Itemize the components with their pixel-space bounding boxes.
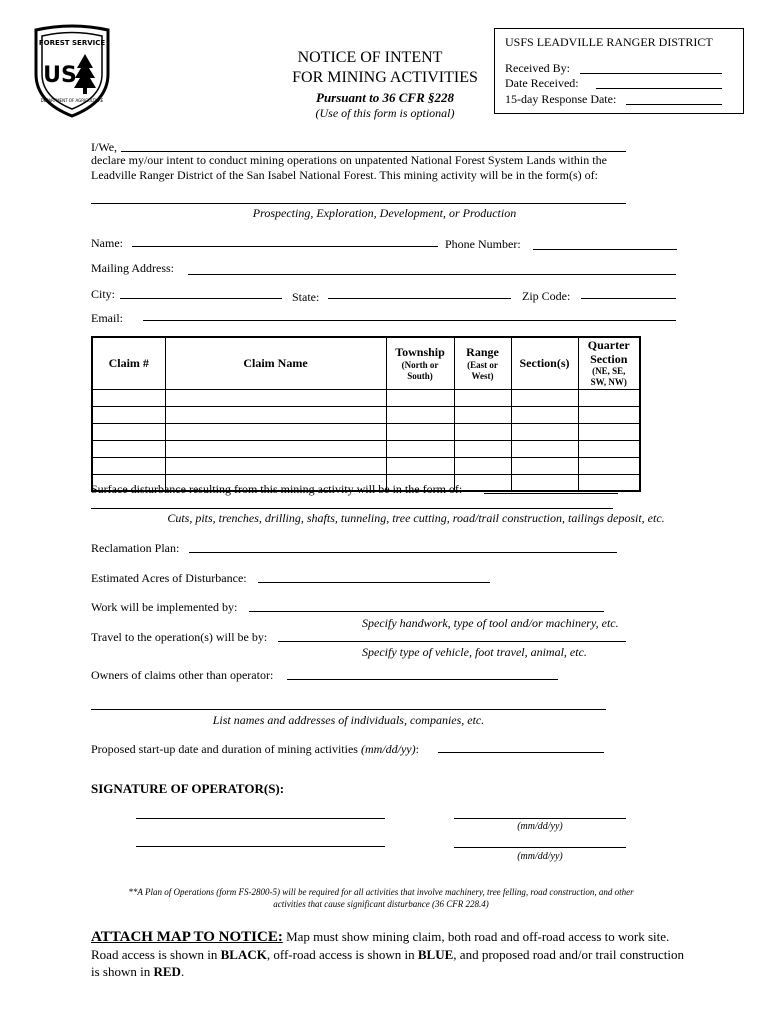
office-box-title: USFS LEADVILLE RANGER DISTRICT bbox=[505, 35, 713, 49]
date-received-field[interactable] bbox=[596, 88, 722, 89]
claim-cell[interactable] bbox=[578, 440, 640, 457]
city-label: City: bbox=[91, 287, 116, 301]
received-by-label: Received By: bbox=[505, 61, 570, 75]
form-optional-note: (Use of this form is optional) bbox=[315, 106, 455, 120]
attach-map-heading: ATTACH MAP TO NOTICE: bbox=[91, 929, 283, 945]
signature-date-field-1[interactable] bbox=[454, 818, 626, 819]
owners-hint: List names and addresses of individuals, companies, etc. bbox=[212, 713, 485, 727]
travel-field[interactable] bbox=[278, 641, 626, 642]
owners-field-1[interactable] bbox=[287, 679, 558, 680]
claim-cell[interactable] bbox=[386, 389, 454, 406]
claims-table-row bbox=[92, 389, 640, 406]
city-field[interactable] bbox=[120, 298, 282, 299]
owners-label: Owners of claims other than operator: bbox=[91, 668, 274, 682]
forest-service-shield-logo bbox=[30, 24, 114, 118]
claim-cell[interactable] bbox=[92, 406, 165, 423]
signature-field-1[interactable] bbox=[136, 818, 385, 819]
footnote-line1: **A Plan of Operations (form FS-2800-5) will be required for all activities that involve machinery, tree felling, road construction, and other bbox=[128, 887, 634, 897]
state-label: State: bbox=[292, 290, 320, 304]
surface-disturbance-label: Surface disturbance resulting from this mining activity will be in the form of: bbox=[91, 482, 463, 496]
activity-forms-hint: Prospecting, Exploration, Development, or Production bbox=[252, 206, 517, 220]
claim-cell[interactable] bbox=[454, 423, 511, 440]
startup-label-text: Proposed start-up date and duration of mining activities bbox=[91, 742, 358, 756]
claim-cell[interactable] bbox=[386, 440, 454, 457]
claim-cell[interactable] bbox=[511, 389, 578, 406]
signature-title: SIGNATURE OF OPERATOR(S): bbox=[91, 781, 285, 796]
name-field[interactable] bbox=[132, 246, 438, 247]
travel-hint: Specify type of vehicle, foot travel, animal, etc. bbox=[362, 645, 587, 659]
work-implemented-label: Work will be implemented by: bbox=[91, 600, 238, 614]
claim-cell[interactable] bbox=[511, 474, 578, 491]
plan-of-operations-footnote bbox=[91, 886, 671, 910]
startup-date-format: (mm/dd/yy) bbox=[360, 742, 416, 756]
attach-text-4: . bbox=[180, 964, 185, 979]
footnote-line2: activities that cause significant disturbance (36 CFR 228.4) bbox=[273, 899, 489, 909]
attach-black: BLACK bbox=[220, 947, 267, 962]
township-header: Township (North or South) bbox=[386, 337, 454, 389]
claim-cell[interactable] bbox=[165, 389, 386, 406]
attach-text-2: , off-road access is shown in bbox=[266, 947, 418, 962]
owners-field-2[interactable] bbox=[91, 709, 606, 710]
declaration-line2: Leadville Ranger District of the San Isabel National Forest. This mining activity will be in the form(s) of: bbox=[91, 168, 598, 182]
surface-disturbance-field-2[interactable] bbox=[91, 508, 613, 509]
claim-cell[interactable] bbox=[511, 457, 578, 474]
signature-date-hint-1: (mm/dd/yy) bbox=[517, 821, 563, 832]
claim-cell[interactable] bbox=[454, 440, 511, 457]
claim-name-header: Claim Name bbox=[165, 337, 386, 389]
activity-forms-field[interactable] bbox=[91, 203, 626, 204]
response-date-field[interactable] bbox=[626, 104, 722, 105]
surface-disturbance-field-1[interactable] bbox=[484, 493, 618, 494]
signature-date-field-2[interactable] bbox=[454, 847, 626, 848]
estimated-acres-label: Estimated Acres of Disturbance: bbox=[91, 571, 247, 585]
travel-label: Travel to the operation(s) will be by: bbox=[91, 630, 268, 644]
claim-cell[interactable] bbox=[92, 423, 165, 440]
iwe-field[interactable] bbox=[121, 151, 626, 152]
signature-date-hint-2: (mm/dd/yy) bbox=[517, 851, 563, 862]
claim-cell[interactable] bbox=[578, 406, 640, 423]
claim-cell[interactable] bbox=[386, 423, 454, 440]
logo-top-text: FOREST SERVICE bbox=[38, 39, 106, 47]
claim-cell[interactable] bbox=[165, 423, 386, 440]
work-implemented-hint: Specify handwork, type of tool and/or machinery, etc. bbox=[362, 616, 619, 630]
email-label: Email: bbox=[91, 311, 123, 325]
claim-cell[interactable] bbox=[165, 457, 386, 474]
claim-cell[interactable] bbox=[578, 423, 640, 440]
phone-field[interactable] bbox=[533, 249, 677, 250]
claim-cell[interactable] bbox=[511, 406, 578, 423]
attach-text-1: Map must show mining claim, both road and off-road access to work site. Road access is shown in bbox=[91, 929, 670, 962]
received-by-field[interactable] bbox=[580, 73, 722, 74]
logo-bottom-text: DEPARTMENT OF AGRICULTURE bbox=[40, 98, 104, 103]
claims-table-header-row bbox=[92, 337, 640, 389]
claim-cell[interactable] bbox=[578, 389, 640, 406]
claim-cell[interactable] bbox=[511, 423, 578, 440]
claims-table-row bbox=[92, 423, 640, 440]
attach-blue: BLUE bbox=[417, 947, 454, 962]
iwe-label: I/We, bbox=[91, 140, 118, 154]
attach-red: RED bbox=[153, 964, 181, 979]
mailing-address-field[interactable] bbox=[188, 274, 676, 275]
range-header: Range (East or West) bbox=[454, 337, 511, 389]
attach-map-notice bbox=[91, 928, 691, 980]
claim-cell[interactable] bbox=[386, 406, 454, 423]
attach-text-3: , and proposed road and/or trail construction is shown in bbox=[91, 947, 684, 979]
quarter-section-header: Quarter Section (NE, SE, SW, NW) bbox=[578, 337, 640, 389]
claim-number-header: Claim # bbox=[92, 337, 165, 389]
claim-cell[interactable] bbox=[386, 457, 454, 474]
claim-cell[interactable] bbox=[578, 457, 640, 474]
claim-cell[interactable] bbox=[92, 457, 165, 474]
claim-cell[interactable] bbox=[165, 406, 386, 423]
form-title-line1: NOTICE OF INTENT bbox=[297, 49, 443, 66]
reclamation-plan-label: Reclamation Plan: bbox=[91, 541, 180, 555]
zip-field[interactable] bbox=[581, 298, 676, 299]
claim-cell[interactable] bbox=[454, 406, 511, 423]
claim-cell[interactable] bbox=[92, 389, 165, 406]
form-title-line2: FOR MINING ACTIVITIES bbox=[292, 69, 478, 86]
state-field[interactable] bbox=[328, 298, 511, 299]
surface-disturbance-hint: Cuts, pits, trenches, drilling, shafts, tunneling, tree cutting, road/trail construction, tailings deposit, etc. bbox=[167, 511, 665, 525]
claim-cell[interactable] bbox=[92, 440, 165, 457]
claims-table bbox=[91, 336, 641, 492]
claims-table-row bbox=[92, 406, 640, 423]
form-subtitle: Pursuant to 36 CFR §228 bbox=[316, 90, 454, 105]
claims-table-row bbox=[92, 457, 640, 474]
claim-cell[interactable] bbox=[165, 440, 386, 457]
claim-cell[interactable] bbox=[454, 474, 511, 491]
logo-center-text: US bbox=[43, 63, 77, 88]
date-received-label: Date Received: bbox=[505, 76, 579, 90]
declaration-line1: declare my/our intent to conduct mining operations on unpatented National Forest System Lands within the bbox=[91, 153, 607, 167]
claims-table-row bbox=[92, 440, 640, 457]
startup-field[interactable] bbox=[438, 752, 604, 753]
phone-label: Phone Number: bbox=[445, 237, 521, 251]
claim-cell[interactable] bbox=[454, 457, 511, 474]
reclamation-plan-field[interactable] bbox=[189, 552, 617, 553]
claim-cell[interactable] bbox=[511, 440, 578, 457]
estimated-acres-field[interactable] bbox=[258, 582, 490, 583]
claim-cell[interactable] bbox=[454, 389, 511, 406]
response-date-label: 15-day Response Date: bbox=[505, 92, 617, 106]
signature-field-2[interactable] bbox=[136, 846, 385, 847]
section-header: Section(s) bbox=[511, 337, 578, 389]
startup-colon: : bbox=[415, 742, 419, 756]
startup-label bbox=[91, 742, 419, 757]
mailing-address-label: Mailing Address: bbox=[91, 261, 174, 275]
claim-cell[interactable] bbox=[578, 474, 640, 491]
work-implemented-field[interactable] bbox=[249, 611, 604, 612]
email-field[interactable] bbox=[143, 320, 676, 321]
zip-label: Zip Code: bbox=[522, 289, 571, 303]
name-label: Name: bbox=[91, 236, 123, 250]
